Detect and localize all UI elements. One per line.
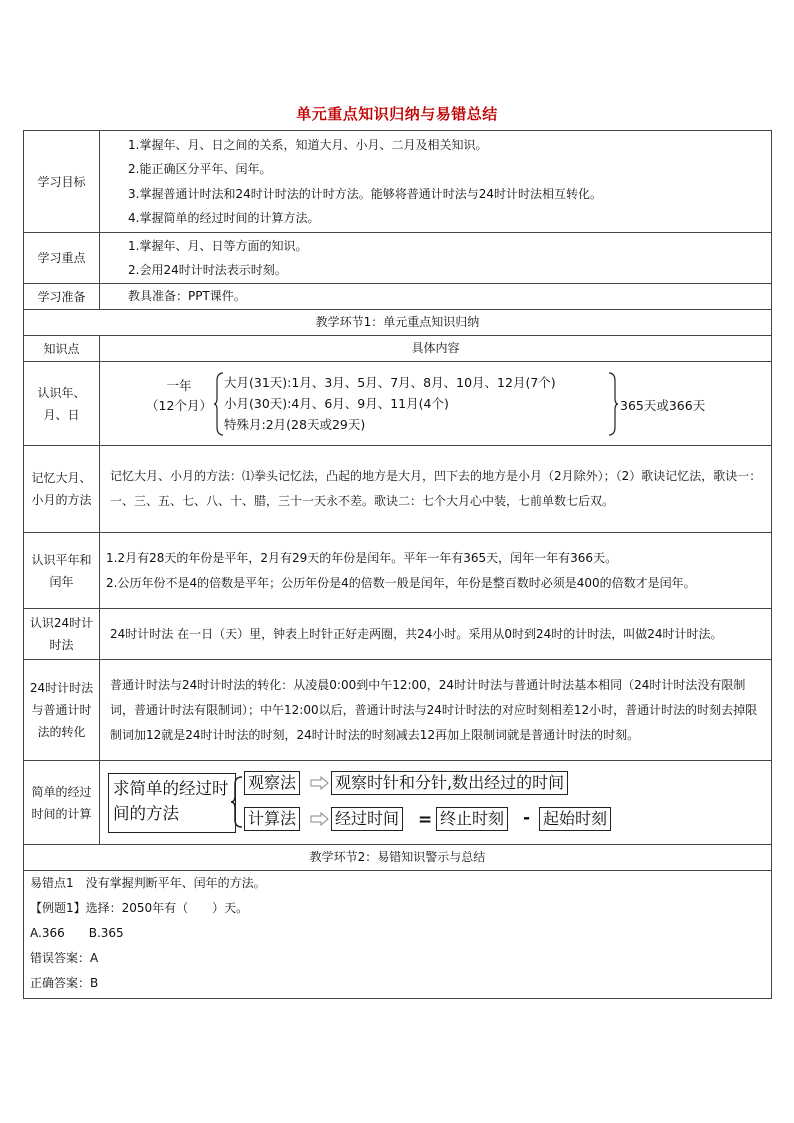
small-month-line: 小月(30天):4月、6月、9月、11月(4个)	[224, 395, 449, 411]
section-heading: 教学环节1：单元重点知识归纳	[24, 310, 772, 336]
focus-cell	[100, 233, 772, 284]
left-brace-icon	[231, 776, 243, 828]
big-month-line: 大月(31天):1月、3月、5月、7月、8月、10月、12月(7个)	[224, 374, 556, 390]
table-row	[24, 284, 772, 310]
method-box: 求简单的经过时间的方法	[108, 773, 236, 833]
table-row	[24, 845, 772, 871]
example-options: A.366 B.365	[30, 926, 124, 940]
focus-item: 1.掌握年、月、日等方面的知识。	[128, 238, 308, 253]
error-point: 易错点1 没有掌握判断平年、闰年的方法。	[30, 876, 266, 890]
start-time-box: 起始时刻	[539, 807, 611, 831]
elapsed-diagram-cell	[100, 761, 772, 845]
table-row	[24, 233, 772, 284]
observe-desc-box: 观察时针和分针,数出经过的时间	[331, 771, 568, 795]
elapsed-diagram	[100, 766, 771, 840]
year-label: 一年	[166, 377, 192, 393]
right-brace-icon	[608, 372, 618, 436]
special-month-line: 特殊月:2月(28天或29天)	[224, 416, 366, 432]
goal-item: 2.能正确区分平年、闰年。	[128, 162, 272, 176]
row-label: 认识24时计时法	[24, 609, 100, 660]
table-row	[24, 362, 772, 446]
equals-sign: =	[418, 809, 433, 830]
summary-table	[23, 130, 772, 999]
row-label: 24时计时法与普通计时法的转化	[24, 660, 100, 761]
minus-sign: -	[523, 807, 531, 828]
table-row	[24, 446, 772, 533]
calc-method-box: 计算法	[244, 807, 300, 831]
table-row	[24, 310, 772, 336]
row-label: 学习准备	[24, 284, 100, 310]
correct-answer: 正确答案：B	[30, 976, 99, 990]
ymd-cell	[100, 362, 772, 446]
end-time-box: 终止时刻	[436, 807, 508, 831]
goal-item: 4.掌握简单的经过时间的计算方法。	[128, 211, 320, 225]
table-row	[24, 660, 772, 761]
leap-cell	[100, 533, 772, 609]
memory-text: 记忆大月、小月的方法：⑴拳头记忆法，凸起的地方是大月，凹下去的地方是小月（2月除外）；（2）歌诀记忆法，歌诀一：一、三、五、七、八、十、腊，三十一天永不差。歌诀二：七个大月心中装，七前单数七后双。	[100, 446, 772, 533]
table-row	[24, 609, 772, 660]
row-label: 认识年、月、日	[24, 362, 100, 446]
left-brace-icon	[214, 372, 224, 436]
table-header-row	[24, 336, 772, 362]
page-title: 单元重点知识归纳与易错总结	[296, 105, 498, 123]
arrow-right-icon	[310, 812, 330, 826]
table-row	[24, 131, 772, 233]
column-header: 知识点	[24, 336, 100, 362]
observe-method-box: 观察法	[244, 771, 300, 795]
year-days-total: 365天或366天	[620, 397, 706, 413]
wrong-answer: 错误答案：A	[30, 951, 99, 965]
focus-item: 2.会用24时计时法表示时刻。	[128, 263, 287, 277]
year-months: （12个月）	[146, 397, 212, 413]
row-label: 学习目标	[24, 131, 100, 233]
section-heading: 教学环节2：易错知识警示与总结	[24, 845, 772, 871]
leap-line: 2.公历年份不是4的倍数是平年；公历年份是4的倍数一般是闰年，年份是整百数时必须是400的倍数才是闰年。	[106, 575, 696, 590]
goal-item: 3.掌握普通计时法和24时计时法的计时方法。能够将普通计时法与24时计时法相互转化。	[128, 186, 602, 201]
table-row	[24, 761, 772, 845]
elapsed-time-box: 经过时间	[331, 807, 403, 831]
prep-text: 教具准备：PPT课件。	[100, 284, 772, 310]
table-row	[24, 533, 772, 609]
arrow-right-icon	[310, 776, 330, 790]
row-label: 记忆大月、小月的方法	[24, 446, 100, 533]
row-label: 认识平年和闰年	[24, 533, 100, 609]
goals-cell	[100, 131, 772, 233]
leap-line: 1.2月有28天的年份是平年，2月有29天的年份是闰年。平年一年有365天，闰年一年有366天。	[106, 550, 618, 565]
convert-text: 普通计时法与24时计时法的转化：从凌晨0:00到中午12:00，24时计时法与普通计时法基本相同（24时计时法没有限制词，普通计时法有限制词）；中午12:00以后，普通计时法与24时计时法的对应时刻相差12小时，普通计时法的时刻去掉限制词加12就是24时计时法的时刻，24时计时法的时刻减去12再加上限制词就是普通计时法的时刻。	[100, 660, 772, 761]
errors-cell	[24, 871, 772, 999]
row-label: 简单的经过时间的计算	[24, 761, 100, 845]
h24-text: 24时计时法 在一日（天）里，钟表上时针正好走两圈，共24小时。采用从0时到24时的计时法，叫做24时计时法。	[100, 609, 772, 660]
goal-item: 1.掌握年、月、日之间的关系，知道大月、小月、二月及相关知识。	[128, 137, 488, 152]
column-header: 具体内容	[100, 336, 772, 362]
example-question: 【例题1】选择：2050年有（ ）天。	[30, 901, 249, 915]
row-label: 学习重点	[24, 233, 100, 284]
table-row	[24, 871, 772, 999]
